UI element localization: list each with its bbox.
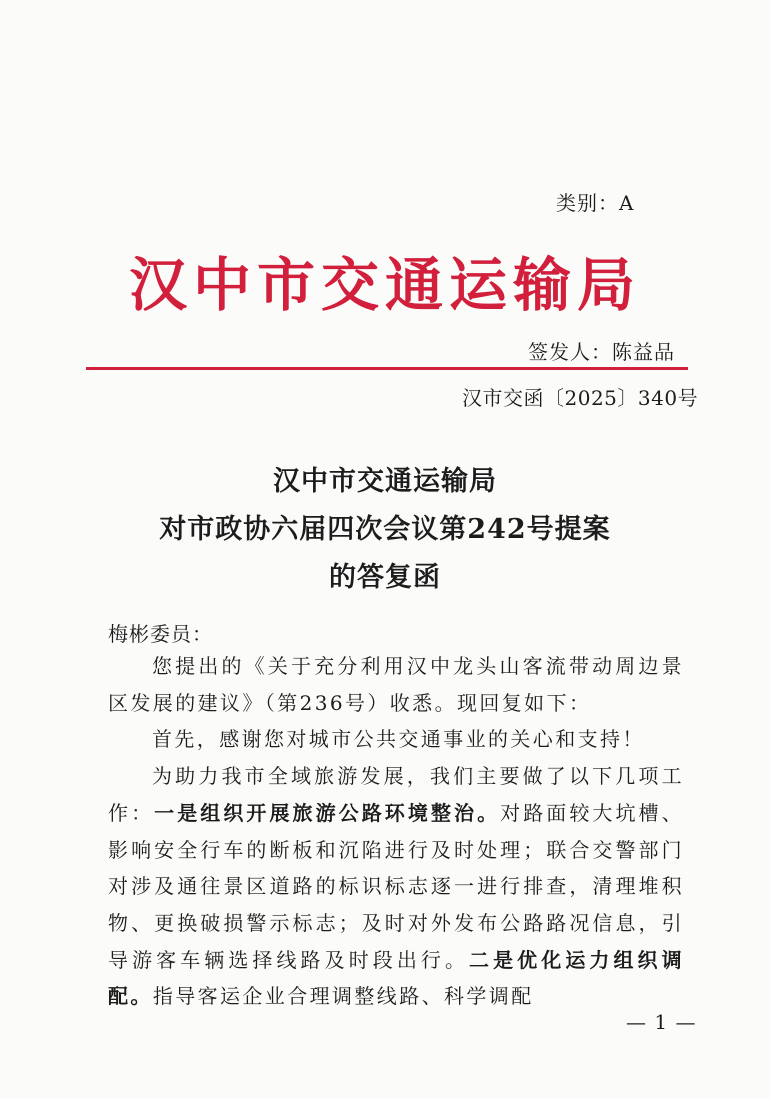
document-number: 汉市交函〔2025〕340号 [462, 386, 699, 410]
point-two-text: 指导客运企业合理调整线路、科学调配 [152, 984, 534, 1009]
signer-label: 签发人：陈益品 [528, 340, 675, 364]
point-two-heading: 二是优化运力组织调配。 [108, 947, 685, 1009]
heading-line-3: 的答复函 [329, 562, 441, 593]
page-number: — 1 — [626, 1010, 697, 1034]
paragraph-2: 首先，感谢您对城市公共交通事业的关心和支持！ [152, 727, 645, 752]
category-label: 类别：A [556, 191, 635, 215]
red-divider-line [86, 367, 688, 370]
heading-line-2: 对市政协六届四次会议第242号提案 [159, 514, 611, 545]
heading-line-1: 汉中市交通运输局 [273, 466, 497, 497]
issuing-authority-title: 汉中市交通运输局 [128, 251, 641, 319]
point-one-heading: 一是组织开展旅游公路环境整治。 [154, 800, 501, 825]
paragraph-1: 您提出的《关于充分利用汉中龙头山客流带动周边景区发展的建议》（第236号）收悉。现回复如下： [108, 654, 684, 715]
letter-body [108, 648, 684, 1015]
paragraph-3-intro: 为助力我市全域旅游发展，我们主要做了以下几项工作： [108, 764, 684, 825]
salutation: 梅彬委员： [108, 622, 213, 646]
point-one-text: 对路面较大坑槽、影响安全行车的断板和沉陷进行及时处理；联合交警部门对涉及通往景区道路的标识标志逐一进行排查，清理堆积物、更换破损警示标志；及时对外发布公路路况信息，引导游客车辆选择线路及时段出行。 [108, 800, 685, 972]
paragraph-3 [108, 758, 684, 1015]
document-heading [0, 458, 770, 602]
